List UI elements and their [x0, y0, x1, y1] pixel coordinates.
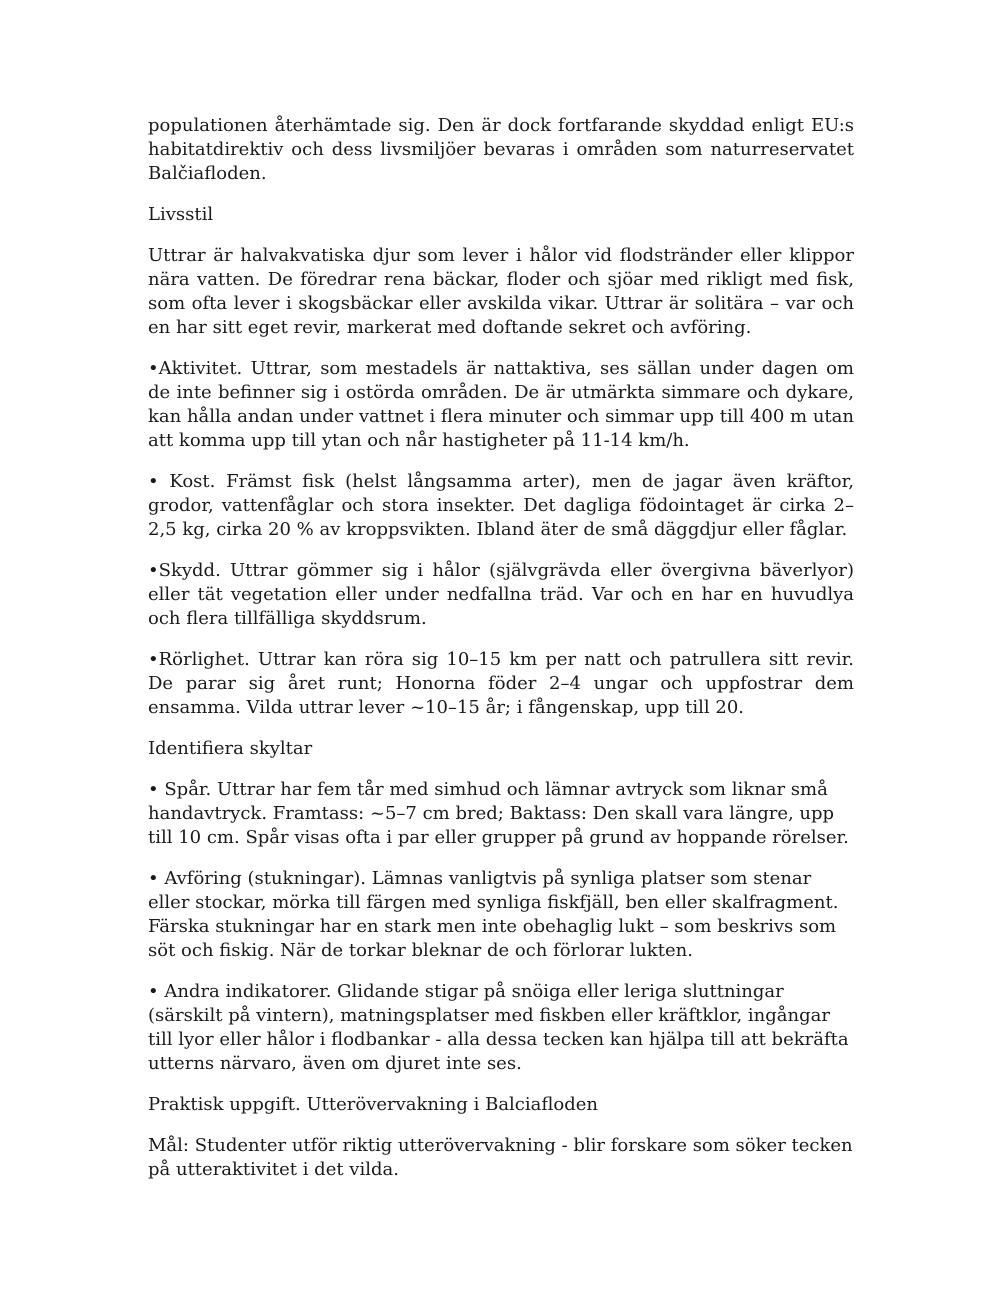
section-heading-identifiera: Identifiera skyltar	[148, 738, 313, 759]
intro-continuation-paragraph: populationen återhämtade sig. Den är dock fortfarande skyddad enligt EU:s habitatdirektiv och dess livsmiljöer bevaras i områden som naturreservatet Balčiafloden.	[148, 115, 854, 184]
bullet-kost: • Kost. Främst fisk (helst långsamma arter), men de jagar även kräftor, grodor, vattenfåglar och stora insekter. Det dagliga födointaget är cirka 2–2,5 kg, cirka 20 % av kroppsvikten. Ibland äter de små däggdjur eller fåglar.	[148, 471, 854, 540]
bullet-spar: • Spår. Uttrar har fem tår med simhud och lämnar avtryck som liknar små handavtryck. Framtass: ~5–7 cm bred; Baktass: Den skall vara längre, upp till 10 cm. Spår visas ofta i par eller grupper på grund av hoppande rörelser.	[148, 779, 849, 848]
bullet-andra-indikatorer: • Andra indikatorer. Glidande stigar på snöiga eller leriga sluttningar (särskilt på vintern), matningsplatser med fiskben eller kräftklor, ingångar till lyor eller hålor i flodbankar - alla dessa tecken kan hjälpa till att bekräfta utterns närvaro, även om djuret inte ses.	[148, 981, 849, 1074]
mal-paragraph: Mål: Studenter utför riktig utterövervakning - blir forskare som söker tecken på utteraktivitet i det vilda.	[148, 1135, 853, 1180]
section-heading-livsstil: Livsstil	[148, 204, 214, 225]
bullet-rorlighet: •Rörlighet. Uttrar kan röra sig 10–15 km per natt och patrullera sitt revir. De parar sig året runt; Honorna föder 2–4 ungar och uppfostrar dem ensamma. Vilda uttrar lever ~10–15 år; i fångenskap, upp till 20.	[148, 649, 854, 718]
bullet-skydd: •Skydd. Uttrar gömmer sig i hålor (självgrävda eller övergivna bäverlyor) eller tät vegetation eller under nedfallna träd. Var och en har en huvudlya och flera tillfälliga skyddsrum.	[148, 560, 854, 629]
livsstil-paragraph: Uttrar är halvakvatiska djur som lever i hålor vid flodstränder eller klippor nära vatten. De föredrar rena bäckar, floder och sjöar med rikligt med fisk, som ofta lever i skogsbäckar eller avskilda vikar. Uttrar är solitära – var och en har sitt eget revir, markerat med doftande sekret och avföring.	[148, 245, 854, 338]
bullet-aktivitet: •Aktivitet. Uttrar, som mestadels är nattaktiva, ses sällan under dagen om de inte befinner sig i ostörda områden. De är utmärkta simmare och dykare, kan hålla andan under vattnet i flera minuter och simmar upp till 400 m utan att komma upp till ytan och når hastigheter på 11-14 km/h.	[148, 358, 854, 451]
document-page	[148, 114, 854, 1199]
section-heading-praktisk: Praktisk uppgift. Utterövervakning i Balciafloden	[148, 1094, 598, 1115]
bullet-avforing: • Avföring (stukningar). Lämnas vanligtvis på synliga platser som stenar eller stockar, mörka till färgen med synliga fiskfjäll, ben eller skalfragment. Färska stukningar har en stark men inte obehaglig lukt – som beskrivs som söt och fiskig. När de torkar bleknar de och förlorar lukten.	[148, 868, 839, 961]
